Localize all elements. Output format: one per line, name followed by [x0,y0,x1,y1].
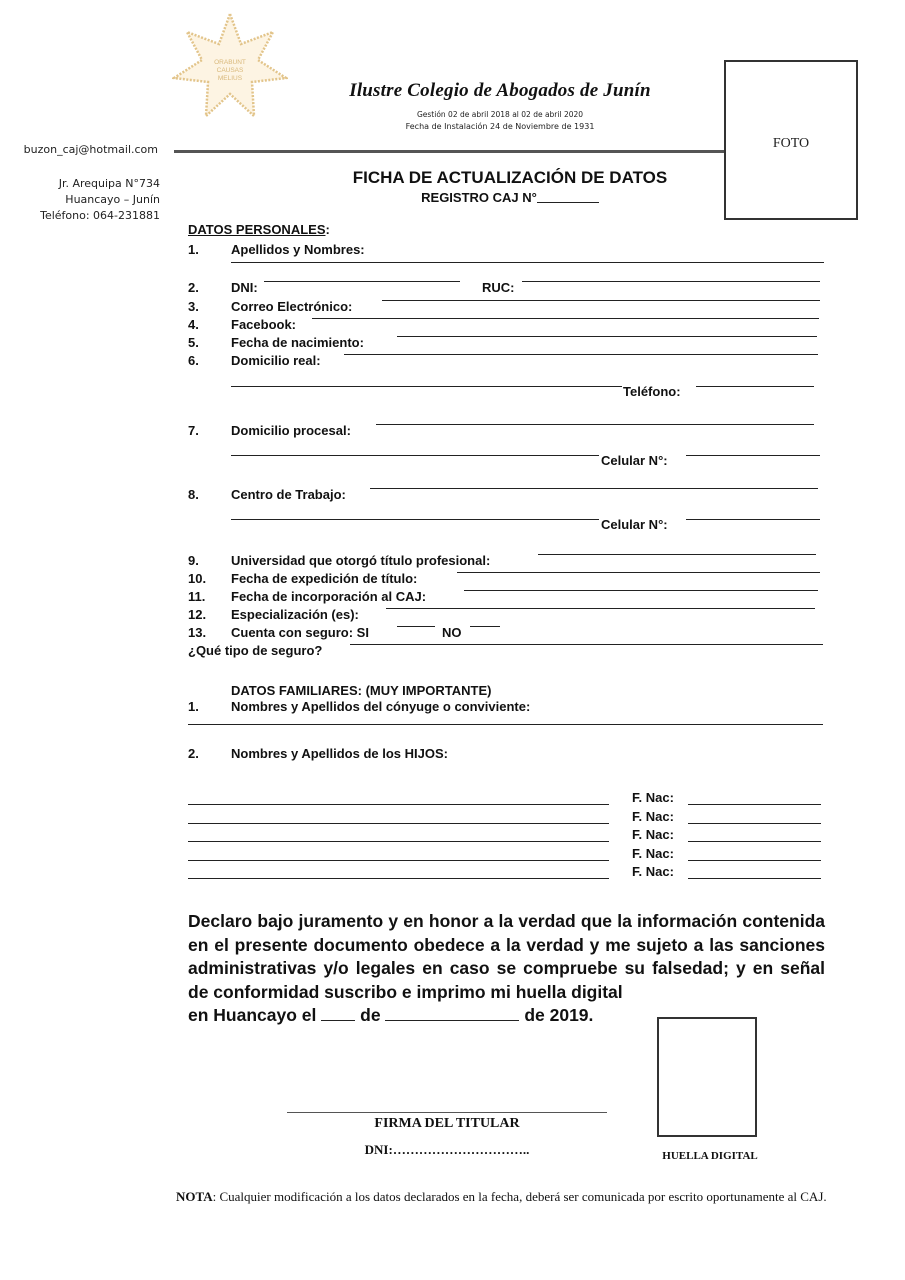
field-label: Especialización (es): [231,607,359,622]
insurance-no-label: NO [442,625,462,640]
organization-name: Ilustre Colegio de Abogados de Junín [349,80,651,101]
contact-email: buzon_caj@hotmail.com [23,143,158,156]
procedural-address-input-line[interactable] [376,424,814,425]
field-number: 3. [188,299,199,314]
field-label: Universidad que otorgó título profesional: [231,553,491,568]
fingerprint-box[interactable] [657,1017,757,1137]
child-birthdate-input-line[interactable] [688,823,821,824]
ruc-label: RUC: [482,280,515,295]
field-number: 10. [188,571,207,586]
ruc-input-line[interactable] [522,281,820,282]
incorporation-date-input-line[interactable] [464,590,818,591]
child-birthdate-input-line[interactable] [688,841,821,842]
photo-box [724,60,858,220]
insurance-no-blank[interactable] [470,626,500,627]
field-number: 1. [188,699,199,714]
contact-phone: Teléfono: 064-231881 [40,209,160,222]
field-label: Facebook: [231,317,297,332]
field-label: Nombres y Apellidos de los HIJOS: [231,746,448,761]
contact-address-1: Jr. Arequipa N°734 [58,177,160,190]
home-address-input-line-2[interactable] [231,386,622,387]
title-date-input-line[interactable] [457,572,820,573]
field-label: Fecha de nacimiento: [231,335,364,350]
fingerprint-label: HUELLA DIGITAL [662,1150,758,1162]
field-label: Correo Electrónico: [231,299,353,314]
signature-label: FIRMA DEL TITULAR [374,1116,520,1131]
field-label: Domicilio procesal: [231,423,351,438]
field-number: 8. [188,487,199,502]
field-number: 2. [188,746,199,761]
home-address-input-line[interactable] [344,354,818,355]
child-birthdate-label: F. Nac: [632,808,674,824]
footer-note [176,1188,836,1205]
gestion-period: Gestión 02 de abril 2018 al 02 de abril 2020 [416,110,584,119]
field-label: Domicilio real: [231,353,321,368]
contact-address-2: Huancayo – Junín [65,193,160,206]
signature-dni: DNI:………………………….. [364,1142,530,1157]
form-title: FICHA DE ACTUALIZACIÓN DE DATOS [352,168,668,187]
specialization-input-line[interactable] [386,608,815,609]
declaration-text [188,910,825,1028]
field-number: 4. [188,317,199,332]
insurance-type-label: ¿Qué tipo de seguro? [188,643,323,658]
field-number: 2. [188,280,199,295]
field-number: 13. [188,625,207,640]
child-birthdate-input-line[interactable] [688,878,821,879]
child-name-input-line[interactable] [188,878,609,879]
home-phone-label: Teléfono: [623,384,681,399]
seal-motto-3: MELIUS [217,75,243,82]
field-number: 7. [188,423,199,438]
child-name-input-line[interactable] [188,841,609,842]
child-birthdate-input-line[interactable] [688,804,821,805]
personal-section-heading: DATOS PERSONALES: [188,222,330,237]
field-number: 12. [188,607,207,622]
dni-input-line[interactable] [264,281,460,282]
field-number: 6. [188,353,199,368]
month-blank[interactable] [385,1006,519,1021]
declaration-year: de 2019. [524,1005,594,1025]
child-name-input-line[interactable] [188,823,609,824]
field-number: 11. [188,589,206,604]
field-label: Nombres y Apellidos del cónyuge o conviviente: [231,699,531,714]
registry-label: REGISTRO CAJ N° [421,190,537,205]
procedural-cell-label: Celular N°: [601,453,668,468]
workplace-input-line-2[interactable] [231,519,599,520]
declaration-place: en Huancayo el [188,1005,317,1025]
workplace-input-line[interactable] [370,488,818,489]
note-prefix: NOTA [176,1189,213,1204]
workplace-cell-label: Celular N°: [601,517,668,532]
child-birthdate-input-line[interactable] [688,860,821,861]
child-name-input-line[interactable] [188,804,609,805]
insurance-type-input-line[interactable] [350,644,823,645]
field-label: Fecha de incorporación al CAJ: [231,589,427,604]
field-number: 5. [188,335,199,350]
field-label: Apellidos y Nombres: [231,242,365,257]
procedural-address-input-line-2[interactable] [231,455,599,456]
email-input-line[interactable] [382,300,820,301]
seal-motto-1: ORABUNT [214,59,246,66]
child-birthdate-label: F. Nac: [632,827,674,842]
field-number: 9. [188,553,199,568]
birthdate-input-line[interactable] [397,336,817,337]
signature-line[interactable] [287,1112,607,1113]
child-name-input-line[interactable] [188,860,609,861]
facebook-input-line[interactable] [312,318,819,319]
declaration-of: de [360,1005,381,1025]
field-label: Fecha de expedición de título: [231,571,418,586]
child-birthdate-label: F. Nac: [632,864,674,879]
field-label: DNI: [231,280,258,295]
spouse-input-line[interactable] [188,724,823,725]
declaration-body: Declaro bajo juramento y en honor a la verdad que la información contenida en el presente documento obedece a la verdad y me sujeto a las sanciones administrativas y/o legales en caso se compruebe su falsedad; y en señal de conformidad suscribo e imprimo mi huella digital [188,911,825,1002]
installation-date: Fecha de Instalación 24 de Noviembre de 1931 [405,122,595,131]
seal-star-logo [172,12,288,120]
child-birthdate-label: F. Nac: [632,845,674,861]
registry-number [300,190,720,205]
family-section-heading: DATOS FAMILIARES: (MUY IMPORTANTE) [231,683,492,698]
field-label: Centro de Trabajo: [231,487,346,502]
seal-motto-2: CAUSAS [216,67,244,74]
note-text: : Cualquier modificación a los datos declarados en la fecha, deberá ser comunicada por escrito oportunamente al CAJ. [212,1189,827,1204]
day-blank[interactable] [321,1006,355,1021]
photo-label: FOTO [772,136,810,151]
header-rule [174,150,725,153]
field-label: Cuenta con seguro: SI [231,625,369,640]
workplace-cell-input-line[interactable] [686,519,820,520]
procedural-cell-input-line[interactable] [686,455,820,456]
field-number: 1. [188,242,199,257]
university-input-line[interactable] [538,554,816,555]
child-birthdate-label: F. Nac: [632,790,674,805]
insurance-yes-blank[interactable] [397,626,435,627]
home-phone-input-line[interactable] [696,386,814,387]
registry-blank[interactable] [537,202,599,203]
names-input-line[interactable] [231,262,824,263]
